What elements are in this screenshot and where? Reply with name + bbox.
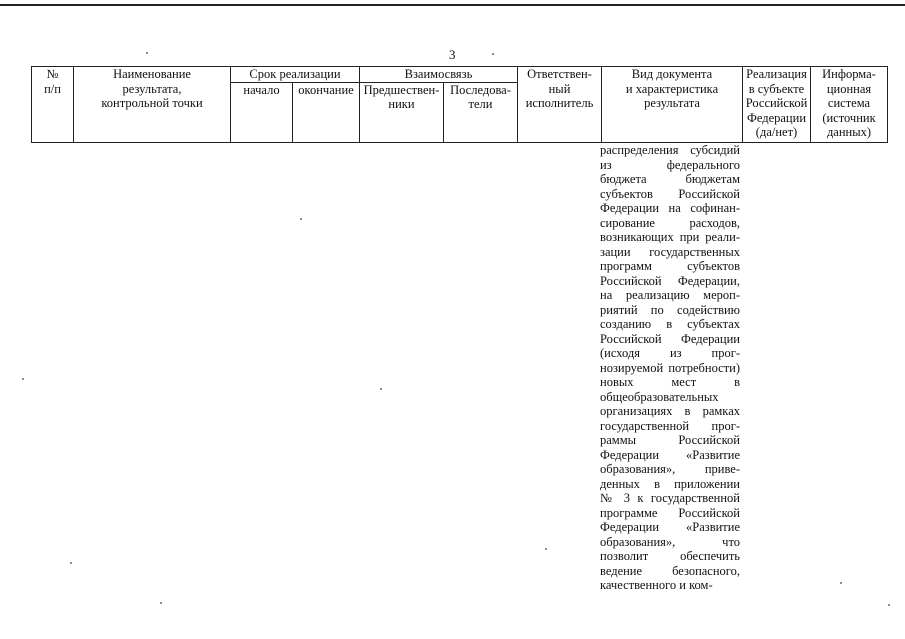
scan-speck bbox=[492, 53, 494, 55]
col-name-header: Наименование результата, контрольной точки bbox=[74, 67, 231, 143]
description-line: программе Российской bbox=[600, 505, 740, 520]
description-line: зации государственных bbox=[600, 244, 740, 259]
col-info-system-header: Информа- ционная система (источник данных) bbox=[811, 67, 888, 143]
description-line: Федерации «Развитие bbox=[600, 520, 740, 534]
description-line: программ субъектов bbox=[600, 259, 740, 273]
col-number-header: № п/п bbox=[32, 67, 74, 143]
description-line: Федерации на софинан- bbox=[600, 201, 740, 215]
scan-speck bbox=[146, 52, 148, 54]
description-line: субъектов Российской bbox=[600, 186, 740, 201]
description-line: распределения субсидий bbox=[600, 143, 740, 157]
description-line: из федерального bbox=[600, 157, 740, 172]
description-line: Российской Федерации, bbox=[600, 273, 740, 288]
description-line: нозируемой потребности) bbox=[600, 360, 740, 375]
description-line: сирование расходов, bbox=[600, 215, 740, 230]
col-term-header: Срок реализации bbox=[231, 67, 360, 83]
description-line: общеобразовательных bbox=[600, 389, 719, 404]
col-end-header: окончание bbox=[293, 82, 360, 142]
description-line: № 3 к государственной bbox=[600, 491, 740, 505]
description-line: на реализацию мероп- bbox=[600, 288, 740, 302]
description-line: Российской Федерации bbox=[600, 331, 740, 346]
col-successors-header: Последова- тели bbox=[444, 82, 518, 142]
scan-speck bbox=[160, 602, 162, 604]
scan-speck bbox=[380, 388, 382, 390]
scan-speck bbox=[545, 548, 547, 550]
plan-table-header bbox=[31, 66, 888, 143]
page-top-border bbox=[0, 4, 905, 6]
description-line: государственной прог- bbox=[600, 418, 740, 433]
scan-speck bbox=[300, 218, 302, 220]
col-responsible-header: Ответствен- ный исполнитель bbox=[518, 67, 602, 143]
description-line: Федерации «Развитие bbox=[600, 447, 740, 462]
description-line: денных в приложении bbox=[600, 476, 740, 491]
scan-speck bbox=[22, 378, 24, 380]
description-line: качественного и ком- bbox=[600, 578, 713, 592]
description-line: бюджета бюджетам bbox=[600, 172, 740, 186]
scan-speck bbox=[840, 582, 842, 584]
description-line: (исходя из прог- bbox=[600, 346, 740, 360]
description-line: организациях в рамках bbox=[600, 404, 740, 418]
description-line: образования», что bbox=[600, 534, 740, 549]
col-start-header: начало bbox=[231, 82, 293, 142]
description-line: новых мест в bbox=[600, 375, 740, 389]
document-description-text bbox=[600, 143, 740, 593]
description-line: ведение безопасного, bbox=[600, 563, 740, 578]
col-document-header: Вид документа и характеристика результата bbox=[602, 67, 743, 143]
description-line: возникающих при реали- bbox=[600, 230, 740, 244]
scan-speck bbox=[70, 562, 72, 564]
page-number: 3 bbox=[449, 47, 456, 62]
description-line: риятий по содействию bbox=[600, 302, 740, 317]
description-line: позволит обеспечить bbox=[600, 549, 740, 563]
col-predecessors-header: Предшествен- ники bbox=[360, 82, 444, 142]
scan-speck bbox=[888, 604, 890, 606]
description-line: созданию в субъектах bbox=[600, 317, 740, 331]
description-line: раммы Российской bbox=[600, 433, 740, 447]
col-link-header: Взаимосвязь bbox=[360, 67, 518, 83]
description-line: образования», приве- bbox=[600, 462, 740, 476]
col-implementation-header: Реализация в субъекте Российской Федерации (да/нет) bbox=[743, 67, 811, 143]
